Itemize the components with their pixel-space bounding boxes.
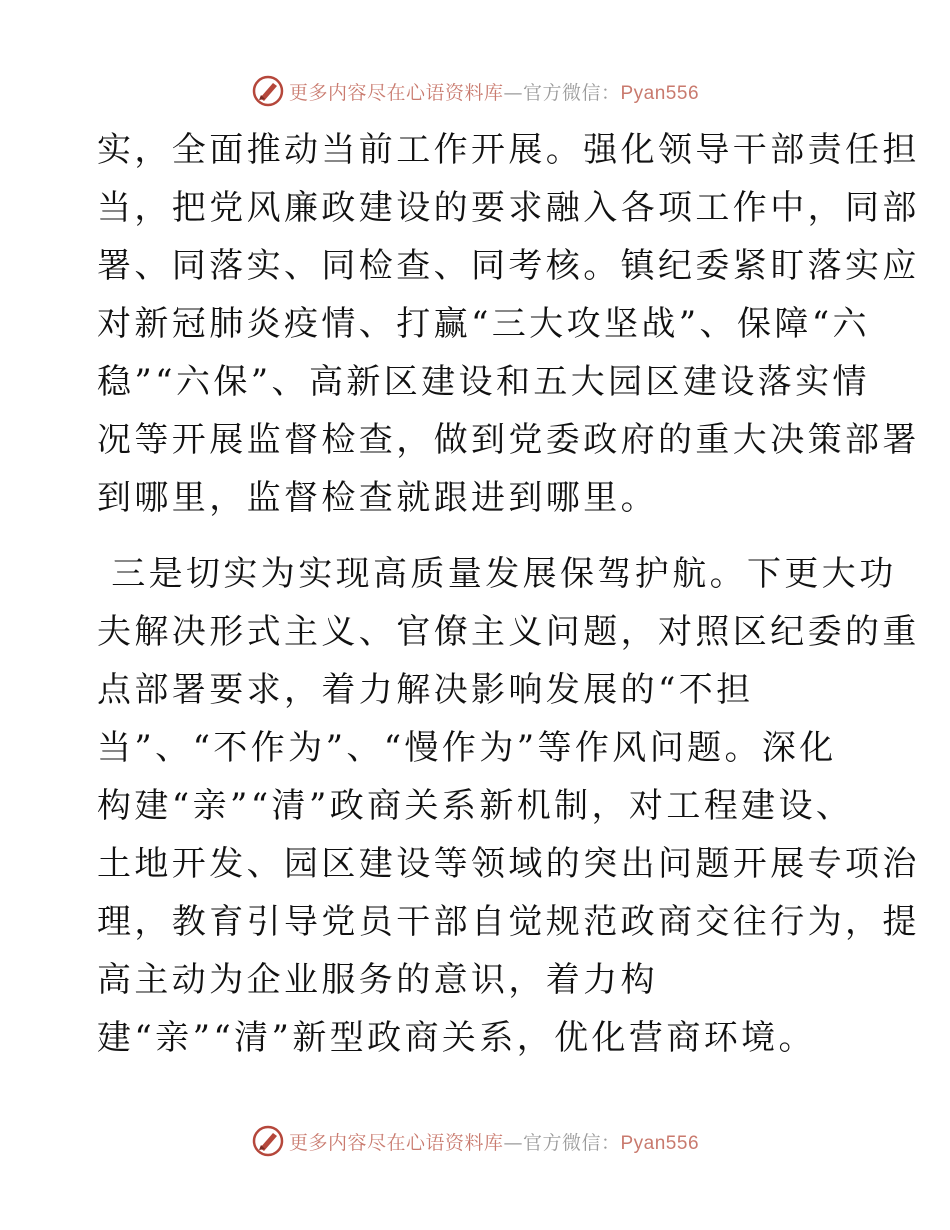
paragraph [97, 545, 920, 1067]
text-line: 夫解决形式主义、官僚主义问题，对照区纪委的重 [97, 612, 920, 652]
watermark-id: Pyan556 [620, 1132, 700, 1154]
text-line: 到哪里，监督检查就跟进到哪里。 [97, 478, 658, 518]
text-line: 构建“亲”“清”政商关系新机制，对工程建设、 [97, 786, 854, 826]
paragraph [97, 121, 920, 527]
text-line: 当，把党风廉政建设的要求融入各项工作中，同部 [97, 188, 920, 228]
text-line: 况等开展监督检查，做到党委政府的重大决策部署 [97, 420, 920, 460]
text-line: 土地开发、园区建设等领域的突出问题开展专项治 [97, 844, 920, 884]
text-line: 高主动为企业服务的意识，着力构 [97, 960, 658, 1000]
text-line: 点部署要求，着力解决影响发展的“不担 [97, 670, 754, 710]
watermark-main: 更多内容尽在心语资料库 [288, 81, 504, 104]
text-line: 理，教育引导党员干部自觉规范政商交往行为，提 [97, 902, 920, 942]
text-line: 稳”“六保”、高新区建设和五大园区建设落实情 [97, 362, 870, 402]
watermark-id: Pyan556 [620, 82, 700, 104]
document-body [97, 121, 920, 1067]
paragraph-gap [97, 527, 857, 545]
text-line: 对新冠肺炎疫情、打赢“三大攻坚战”、保障“六 [97, 304, 870, 344]
watermark-label: 官方微信： [522, 81, 621, 104]
pen-logo-icon [251, 74, 285, 108]
watermark-separator: — [503, 1131, 523, 1154]
header-watermark [0, 71, 950, 111]
watermark-main: 更多内容尽在心语资料库 [288, 1131, 504, 1154]
text-line: 当”、“不作为”、“慢作为”等作风问题。深化 [97, 728, 837, 768]
text-line: 实，全面推动当前工作开展。强化领导干部责任担 [97, 130, 920, 170]
watermark-separator: — [503, 81, 523, 104]
text-line: 建“亲”“清”新型政商关系，优化营商环境。 [97, 1018, 816, 1058]
text-line: 三是切实为实现高质量发展保驾护航。下更大功 [97, 554, 897, 594]
pen-logo-icon [251, 1124, 285, 1158]
watermark-text [289, 1128, 699, 1155]
watermark-label: 官方微信： [522, 1131, 621, 1154]
watermark-text [289, 78, 699, 105]
text-line: 署、同落实、同检查、同考核。镇纪委紧盯落实应 [97, 246, 920, 286]
footer-watermark [0, 1121, 950, 1161]
